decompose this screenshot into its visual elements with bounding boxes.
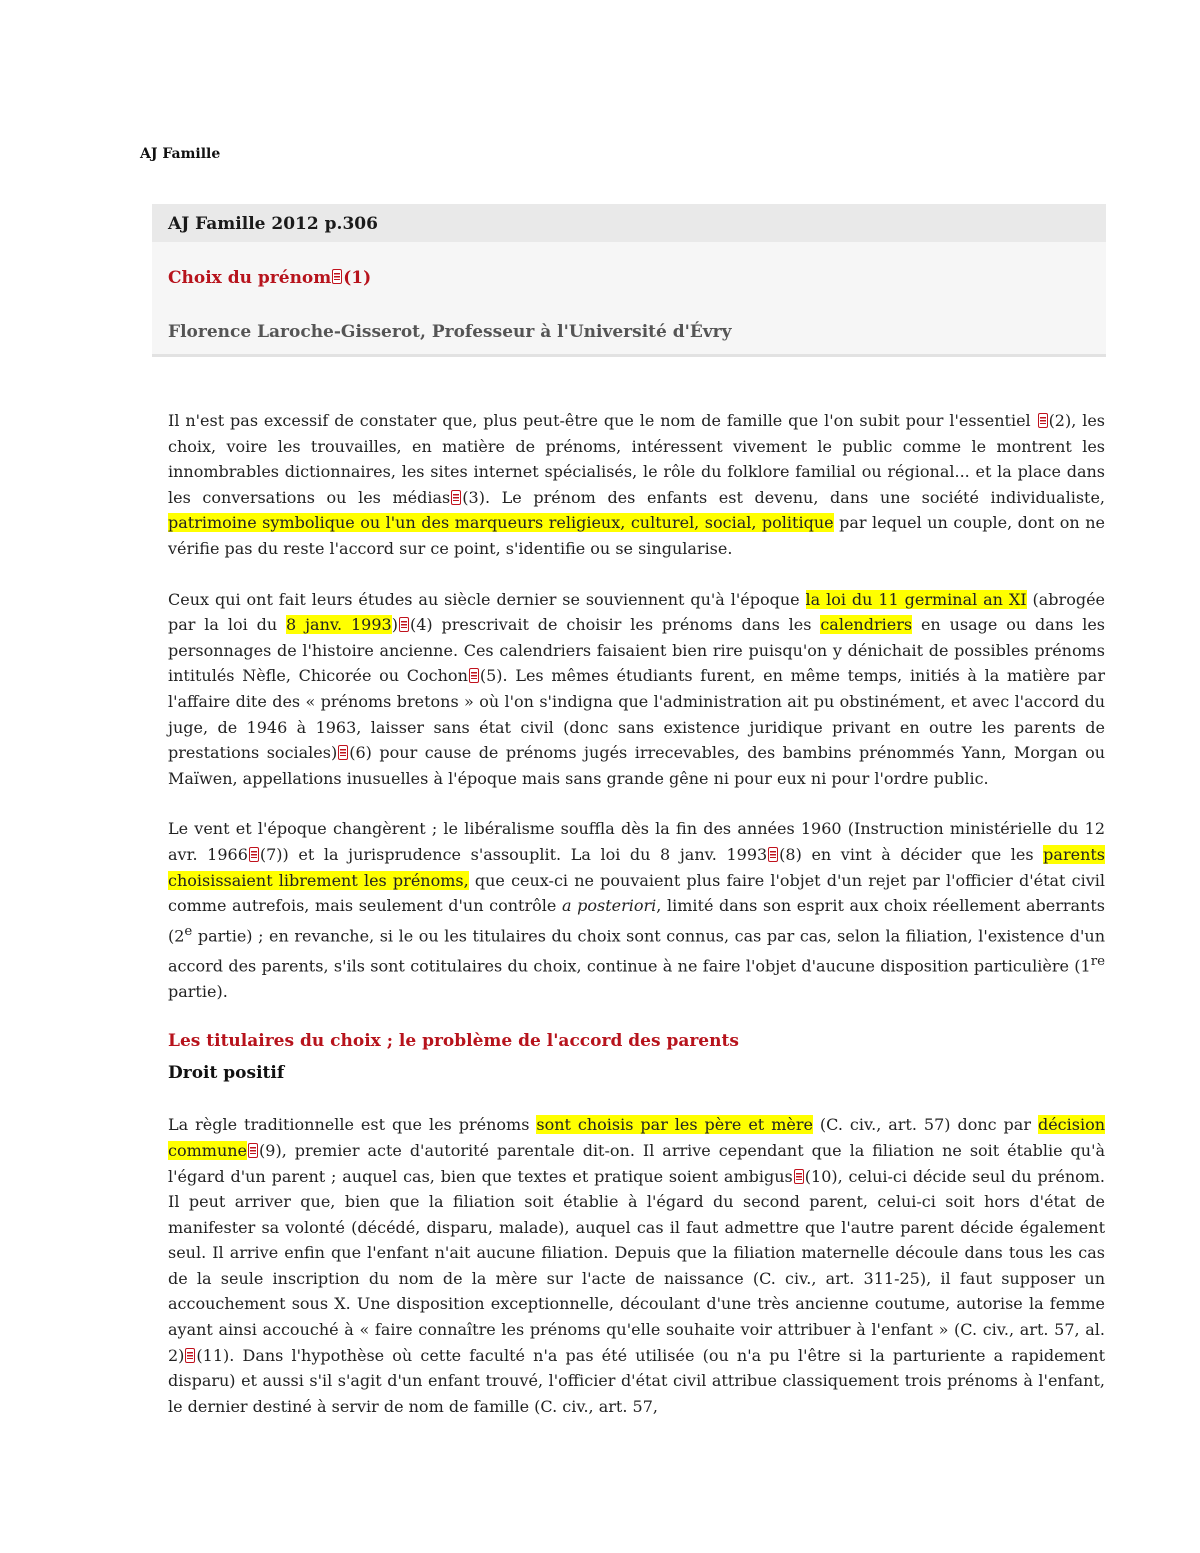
text: . Le prénom des enfants est devenu, dans une société individualiste,: [484, 487, 1106, 507]
text: que ceux-ci ne pouvaient plus faire l'objet d'un rejet par l'officier d'état civil comme autrefois, mais seulement d'un contrôle: [168, 870, 1106, 916]
text: en usage ou dans les personnages de l'histoire ancienne. Ces calendriers faisaient bien rire puisqu'on y dénichait de possibles prénoms intitulés Nèfle, Chicorée ou Cochon: [168, 615, 1106, 686]
publication-label: AJ Famille: [140, 146, 221, 162]
footnote-ref[interactable]: (11): [196, 1345, 230, 1365]
footnote-ref[interactable]: (4): [409, 615, 433, 635]
text: Il n'est pas excessif de constater que, plus peut-être que le nom de famille que l'on subit pour l'essentiel: [168, 411, 1031, 430]
footnote-ref[interactable]: (10): [804, 1166, 838, 1186]
article-header: [152, 204, 1106, 357]
highlight: 8 janv. 1993: [286, 615, 392, 635]
footnote-ref[interactable]: (8): [779, 844, 802, 864]
article-title-text: Choix du prénom: [168, 268, 332, 288]
footnote-ref[interactable]: (6): [349, 743, 372, 763]
text: ): [391, 615, 398, 635]
superscript: e: [184, 923, 193, 939]
text: Ceux qui ont fait leurs études au siècle dernier se souviennent qu'à l'époque: [168, 589, 806, 609]
paragraph-2: [168, 587, 1105, 792]
footnote-ref[interactable]: (5): [479, 666, 503, 686]
footnote-icon[interactable]: [768, 847, 778, 862]
highlight: parents choisissaient librement les prénoms,: [168, 844, 1106, 890]
footnote-icon[interactable]: [338, 745, 348, 760]
footnote-icon[interactable]: [469, 668, 479, 683]
article-reference: AJ Famille 2012 p.306: [168, 214, 378, 234]
text: , premier acte d'autorité parentale dit-on. Il arrive cependant que la filiation ne soit établie qu'à l'égard d'un parent ; auquel cas, bien que textes et pratique soient ambigus: [168, 1140, 1105, 1186]
text: . Les mêmes étudiants furent, en même temps, initiés à la matière par l'affaire dite des « prénoms bretons » où l'on s'indigna que l'administration ait pu obstinément, et avec l'accord du juge, de 1946 à 1963, laisser sans état civil (donc sans existence juridique privant en outre les parents de prestations sociales): [168, 666, 1105, 763]
footnote-icon[interactable]: [248, 1143, 258, 1158]
footnote-ref[interactable]: (1): [343, 268, 372, 288]
footnote-icon[interactable]: [1038, 413, 1048, 428]
text: (C. civ., art. 57) donc par: [812, 1115, 1038, 1135]
highlight: calendriers: [820, 615, 913, 635]
italic-text: a posteriori: [561, 896, 657, 916]
subsection-heading: Droit positif: [168, 1062, 285, 1083]
article-body: [168, 408, 1105, 1444]
footnote-icon[interactable]: [399, 617, 409, 632]
paragraph-3: [168, 816, 1105, 1004]
footnote-ref[interactable]: (2): [1048, 411, 1072, 430]
superscript: re: [1090, 953, 1105, 969]
highlight: patrimoine symbolique ou l'un des marqueurs religieux, culturel, social, politique: [168, 513, 834, 533]
text: Le vent et l'époque changèrent ; le libéralisme souffla dès la fin des années 1960 (Instruction ministérielle du 12 avr. 1966: [168, 819, 1105, 864]
footnote-ref[interactable]: (9): [259, 1140, 282, 1160]
article-title: [168, 268, 371, 288]
text: partie).: [168, 981, 228, 1001]
text: , les choix, voire les trouvailles, en matière de prénoms, intéressent vivement le public comme le montrent les innombrables dictionnaires, les sites internet spécialisés, le rôle du folklore familial ou régional... et la place dans les conversations ou les médias: [168, 411, 1106, 507]
text: prescrivait de choisir les prénoms dans les: [432, 615, 821, 635]
text: pour cause de prénoms jugés irrecevables, des bambins prénommés Yann, Morgan ou Maïwen, appellations inusuelles à l'époque mais sans grande gêne ni pour eux ni pour l'ordre public.: [168, 743, 1106, 788]
highlight: sont choisis par les père et mère: [536, 1115, 813, 1135]
section-heading: Les titulaires du choix ; le problème de l'accord des parents: [168, 1031, 739, 1052]
text: , celui-ci décide seul du prénom. Il peut arriver que, bien que la filiation soit établie à l'égard du second parent, celui-ci soit hors d'état de manifester sa volonté (décédé, disparu, malade), auquel cas il faut admettre que l'autre parent décide également seul. Il arrive enfin que l'enfant n'ait aucune filiation. Depuis que la filiation maternelle découle dans tous les cas de la seule inscription du nom de la mère sur l'acte de naissance (C. civ., art. 311-25), il faut supposer un accouchement sous X. Une disposition exceptionnelle, découlant d'une très ancienne coutume, autorise la femme ayant ainsi accouché à « faire connaître les prénoms qu'elle souhaite voir attribuer à l'enfant » (C. civ., art. 57, al. 2): [168, 1166, 1106, 1365]
text: La règle traditionnelle est que les prénoms: [168, 1115, 537, 1135]
footnote-ref[interactable]: (7): [259, 844, 283, 864]
article-author: Florence Laroche-Gisserot, Professeur à l'Université d'Évry: [168, 322, 732, 342]
footnote-icon[interactable]: [794, 1169, 804, 1184]
footnote-ref[interactable]: (3): [462, 487, 485, 507]
highlight: la loi du 11 germinal an XI: [805, 589, 1027, 609]
footnote-icon[interactable]: [451, 490, 461, 505]
footnote-icon[interactable]: [249, 847, 259, 862]
text: partie) ; en revanche, si le ou les titulaires du choix sont connus, cas par cas, selon la filiation, l'existence d'un accord des parents, s'ils sont cotitulaires du choix, continue à ne faire l'objet d'aucune disposition particulière (1: [168, 926, 1105, 975]
paragraph-4: [168, 1112, 1105, 1419]
text: par lequel un couple, dont on ne vérifie pas du reste l'accord sur ce point, s'identifie ou se singularise.: [168, 513, 1105, 558]
text: (abrogée par la loi du: [168, 589, 1106, 635]
highlight: décision commune: [168, 1115, 1106, 1160]
text: en vint à décider que les: [801, 844, 1044, 864]
text: , limité dans son esprit aux choix réellement aberrants (2: [168, 896, 1105, 946]
footnote-icon[interactable]: [332, 269, 342, 284]
paragraph-1: [168, 408, 1105, 562]
text: ) et la jurisprudence s'assouplit. La loi du 8 janv. 1993: [282, 844, 768, 864]
text: . Dans l'hypothèse où cette faculté n'a pas été utilisée (ou n'a pu l'être si la parturiente a rapidement disparu) et aussi s'il s'agit d'un enfant trouvé, l'officier d'état civil attribue classiquement trois prénoms à l'enfant, le dernier destiné à servir de nom de famille (C. civ., art. 57,: [168, 1345, 1105, 1416]
footnote-icon[interactable]: [185, 1348, 195, 1363]
